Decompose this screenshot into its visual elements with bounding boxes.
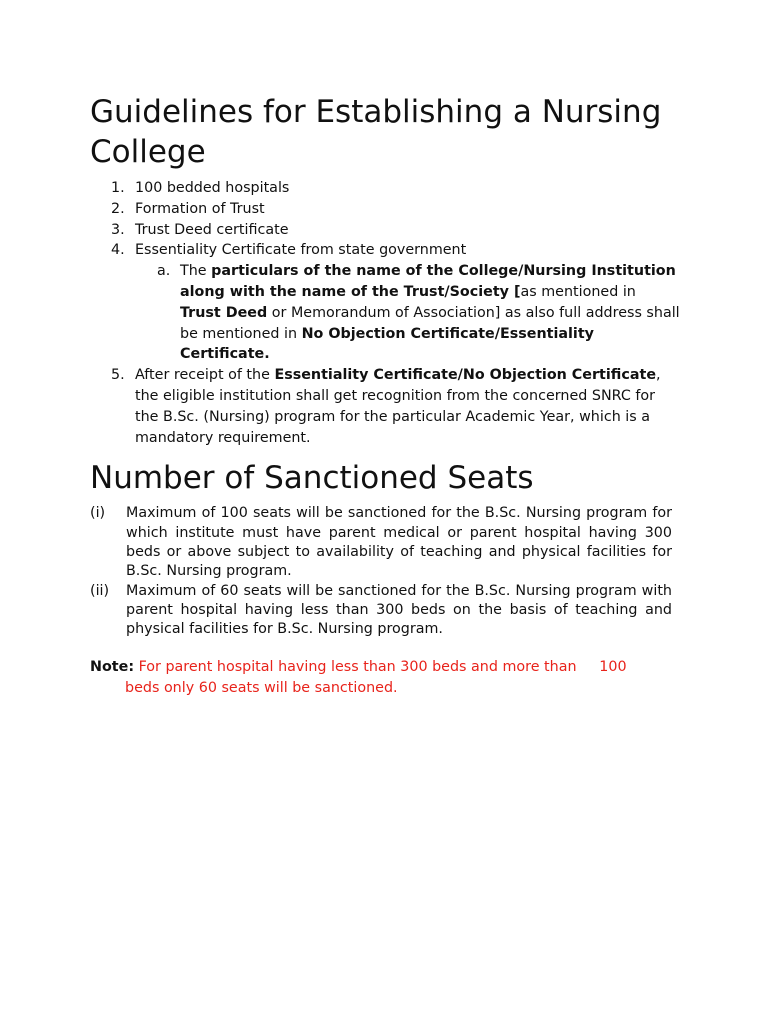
list-item-text: 100 bedded hospitals: [135, 180, 290, 196]
sub-item-bold-text: Trust Deed: [180, 304, 268, 321]
seats-list: [90, 504, 680, 639]
sub-list-item: [135, 261, 680, 365]
list-item-text: Formation of Trust: [135, 200, 265, 217]
sub-item-bold-text: particulars of the name of the College/Nursing Institution along with the name of the Trust/Society [: [180, 263, 676, 300]
list-number: 4.: [111, 242, 125, 259]
roman-numeral: (i): [90, 505, 106, 522]
note-line-2: beds only 60 seats will be sanctioned.: [125, 680, 398, 697]
list-item: [90, 178, 680, 199]
list-item: [90, 365, 680, 448]
sub-item-text: as mentioned in: [520, 283, 636, 300]
list-item-text: , the eligible institution shall get recognition from the concerned SNRC for the B.Sc. (Nursing) program for the particular Academic Year, which is a mandatory requirement.: [135, 367, 661, 446]
list-number: 2.: [111, 200, 125, 217]
sub-item-bold-text: No Objection Certificate/Essentiality Certificate.: [180, 325, 594, 363]
seats-item-text: Maximum of 100 seats will be sanctioned for the B.Sc. Nursing program for which institute must have parent medical or parent hospital having 300 beds or above subject to availability of teaching and physical facilities for B.Sc. Nursing program.: [126, 505, 672, 580]
sub-list-letter: a.: [157, 263, 171, 280]
list-number: 1.: [111, 180, 125, 196]
list-item-bold-text: Essentiality Certificate/No Objection Certificate: [274, 367, 657, 384]
guidelines-list: [90, 178, 680, 448]
sub-item-text: The: [180, 263, 212, 280]
list-number: 3.: [111, 221, 125, 238]
list-item: [90, 240, 680, 365]
seats-item-text: Maximum of 60 seats will be sanctioned for the B.Sc. Nursing program with parent hospital having less than 300 beds on the basis of teaching and physical facilities for B.Sc. Nursing program.: [126, 582, 672, 638]
list-number: 5.: [111, 367, 125, 384]
sub-list: [135, 261, 680, 365]
document-page: [90, 92, 680, 699]
list-item: [90, 220, 680, 241]
page-title: Guidelines for Establishing a Nursing College: [90, 94, 662, 170]
list-item-text: Essentiality Certificate from state government: [135, 242, 467, 259]
sub-item-text: or Memorandum of Association] as also full address shall be mentioned in: [180, 304, 680, 342]
list-item-text: After receipt of the: [135, 367, 275, 384]
seats-item: [90, 504, 672, 581]
note-line-1: [90, 657, 670, 678]
note: [90, 657, 670, 699]
note-label: Note:: [90, 659, 135, 676]
list-item-text: Trust Deed certificate: [135, 221, 289, 238]
note-text: For parent hospital having less than 300 beds and more than 100: [134, 659, 627, 676]
seats-item: [90, 582, 672, 640]
section-heading: Number of Sanctioned Seats: [90, 460, 534, 497]
roman-numeral: (ii): [90, 582, 110, 599]
list-item: [90, 199, 680, 220]
